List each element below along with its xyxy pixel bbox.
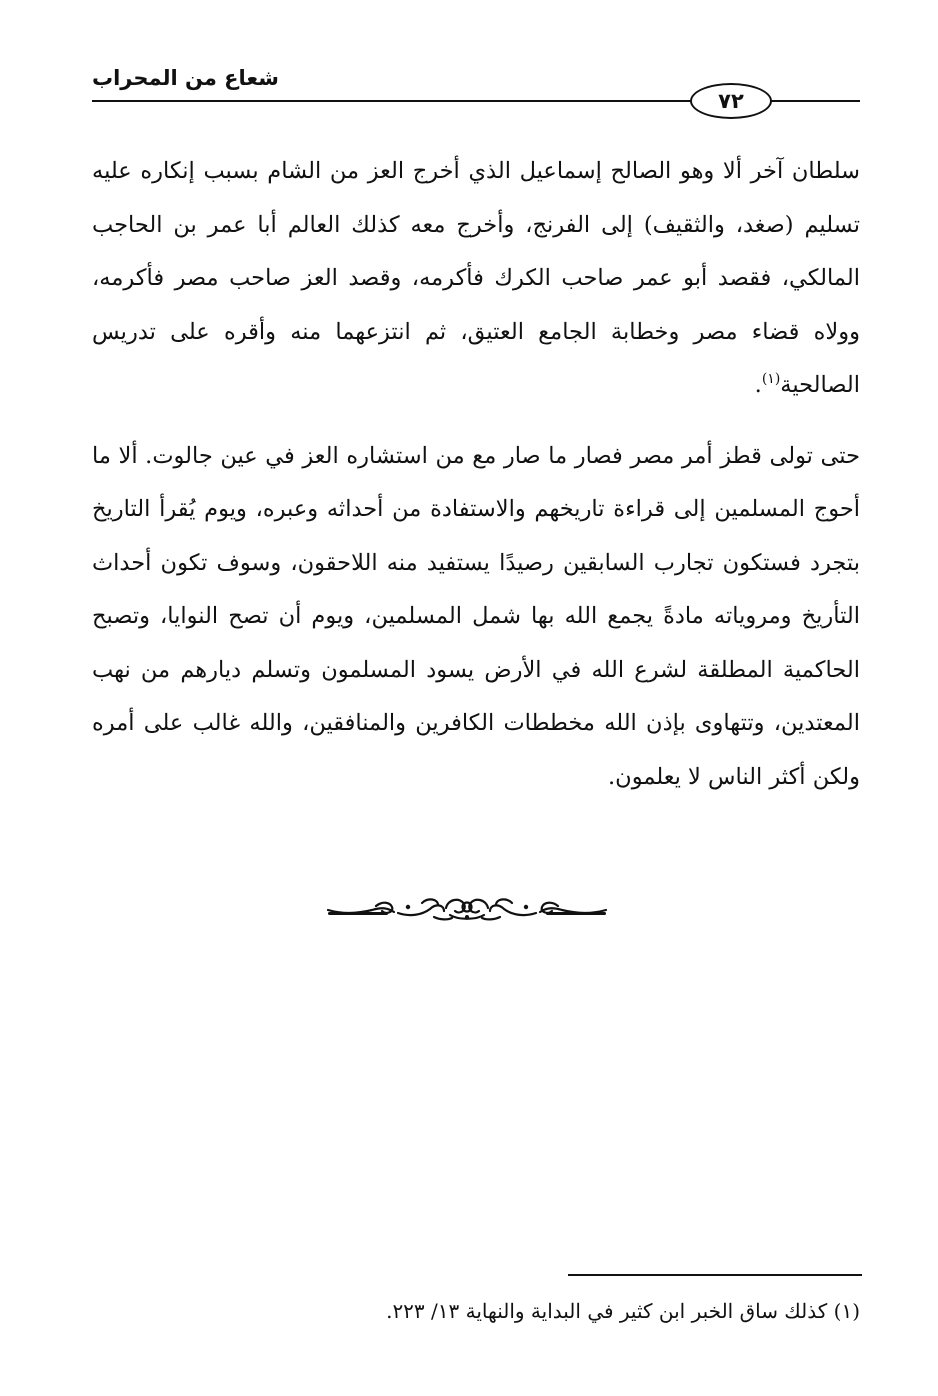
footnote-rule <box>568 1274 862 1276</box>
footnote-reference[interactable]: (١) <box>761 371 781 387</box>
body-text <box>92 145 860 804</box>
paragraph: حتى تولى قطز أمر مصر فصار ما صار مع من استشاره العز في عين جالوت. ألا ما أحوج المسلمين إلى قراءة تاريخهم والاستفادة من أحداثه وعبره، ويوم يُقرأ التاريخ بتجرد فستكون تجارب السابقين رصيدًا يستفيد منه اللاحقون، وسوف تكون أحداث التأريخ ومروياته مادةً يجمع الله بها شمل المسلمين، ويوم أن تصح النوايا، وتصبح الحاكمية المطلقة لشرع الله في الأرض يسود المسلمون وتسلم ديارهم من نهب المعتدين، وتتهاوى بإذن الله مخططات الكافرين والمنافقين، والله غالب على أمره ولكن أكثر الناس لا يعلمون. <box>92 442 860 790</box>
paragraph <box>92 145 860 413</box>
paragraph-end: . <box>754 372 762 398</box>
running-header-title: شعاع من المحراب <box>92 66 279 90</box>
decorative-divider-icon <box>322 893 612 923</box>
page-number-badge <box>690 83 772 119</box>
paragraph-text: سلطان آخر ألا وهو الصالح إسماعيل الذي أخرج العز من الشام بسبب إنكاره عليه تسليم (صغد، والثقيف) إلى الفرنج، وأخرج معه كذلك العالم أبا عمر بن الحاجب المالكي، فقصد أبو عمر صاحب الكرك فأكرمه، وقصد العز صاحب مصر فأكرمه، وولاه قضاء مصر وخطابة الجامع العتيق، ثم انتزعهما منه وأقره على تدريس الصالحية <box>92 158 860 398</box>
footnote: (١) كذلك ساق الخبر ابن كثير في البداية والنهاية ١٣/ ٢٢٣. <box>386 1299 860 1323</box>
page-number: ٧٢ <box>718 89 744 113</box>
